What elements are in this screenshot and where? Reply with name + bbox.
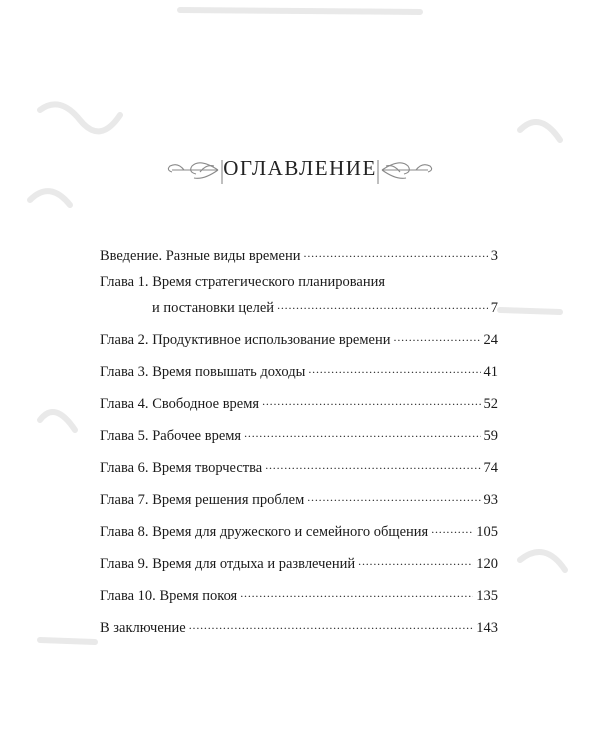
dot-leader [189,612,474,632]
dot-leader [308,356,480,376]
toc-entry-conclusion[interactable] [100,612,498,636]
page-title: ОГЛАВЛЕНИЕ [223,156,377,180]
dot-leader [304,240,488,260]
toc-heading-block [160,150,440,190]
toc-entry-label: Глава 9. [100,556,149,572]
toc-entry-label: Глава 10. [100,588,156,604]
dot-leader [240,580,473,600]
toc-entry-title: Рабочее время [152,428,242,444]
toc-page-number: 74 [483,460,498,476]
toc-entry-chapter-2[interactable] [100,324,498,348]
toc-page-number: 24 [483,332,498,348]
toc-entry-chapter-10[interactable] [100,580,498,604]
dot-leader [244,420,480,440]
toc-page-number: 143 [476,620,498,636]
toc-entry-chapter-1[interactable] [152,292,498,316]
toc-entry-label: Глава 7. [100,492,149,508]
toc-entry-title: Время для дружеского и семейного общения [152,524,429,540]
dot-leader [262,388,480,408]
toc-entry-label: Глава 6. [100,460,149,476]
toc-entry-title: Время стратегического планирования [152,274,386,290]
dot-leader [265,452,480,472]
toc-page-number: 59 [483,428,498,444]
toc-entry-label: Глава 5. [100,428,149,444]
toc-page-number: 3 [490,248,498,264]
toc-entry-title: Введение. Разные виды времени [100,248,301,264]
toc-entry-label: Глава 1. [100,274,149,290]
toc-entry-intro[interactable] [100,240,498,264]
toc-page-number: 7 [490,300,498,316]
toc-entry-chapter-9[interactable] [100,548,498,572]
toc-page-number: 105 [476,524,498,540]
toc-entry-title: Время повышать доходы [152,364,306,380]
toc-entry-chapter-1-line1[interactable] [100,272,498,292]
toc-entry-title: Свободное время [152,396,260,412]
toc-entry-chapter-4[interactable] [100,388,498,412]
toc-entry-chapter-6[interactable] [100,452,498,476]
toc-entry-title: Продуктивное использование времени [152,332,391,348]
toc-entry-continuation: и постановки целей [152,300,275,316]
dot-leader [431,516,473,536]
dot-leader [358,548,473,568]
toc-entry-chapter-5[interactable] [100,420,498,444]
toc-page-number: 120 [476,556,498,572]
toc-entry-title: Время покоя [159,588,238,604]
toc-entry-chapter-8[interactable] [100,516,498,540]
toc-entry-label: Глава 2. [100,332,149,348]
toc-page-number: 52 [483,396,498,412]
toc-entry-label: Глава 4. [100,396,149,412]
dot-leader [394,324,481,344]
dot-leader [277,292,488,312]
dot-leader [307,484,480,504]
toc-entry-label: Глава 8. [100,524,149,540]
toc-page-number: 93 [483,492,498,508]
toc-entry-title: Время для отдыха и развлечений [152,556,356,572]
toc-page-number: 41 [483,364,498,380]
toc-entry-title: В заключение [100,620,186,636]
toc-entry-label: Глава 3. [100,364,149,380]
toc-page-number: 135 [476,588,498,604]
toc-entry-chapter-3[interactable] [100,356,498,380]
toc-entry-title: Время решения проблем [152,492,305,508]
toc-entry-title: Время творчества [152,460,263,476]
toc-entry-chapter-7[interactable] [100,484,498,508]
